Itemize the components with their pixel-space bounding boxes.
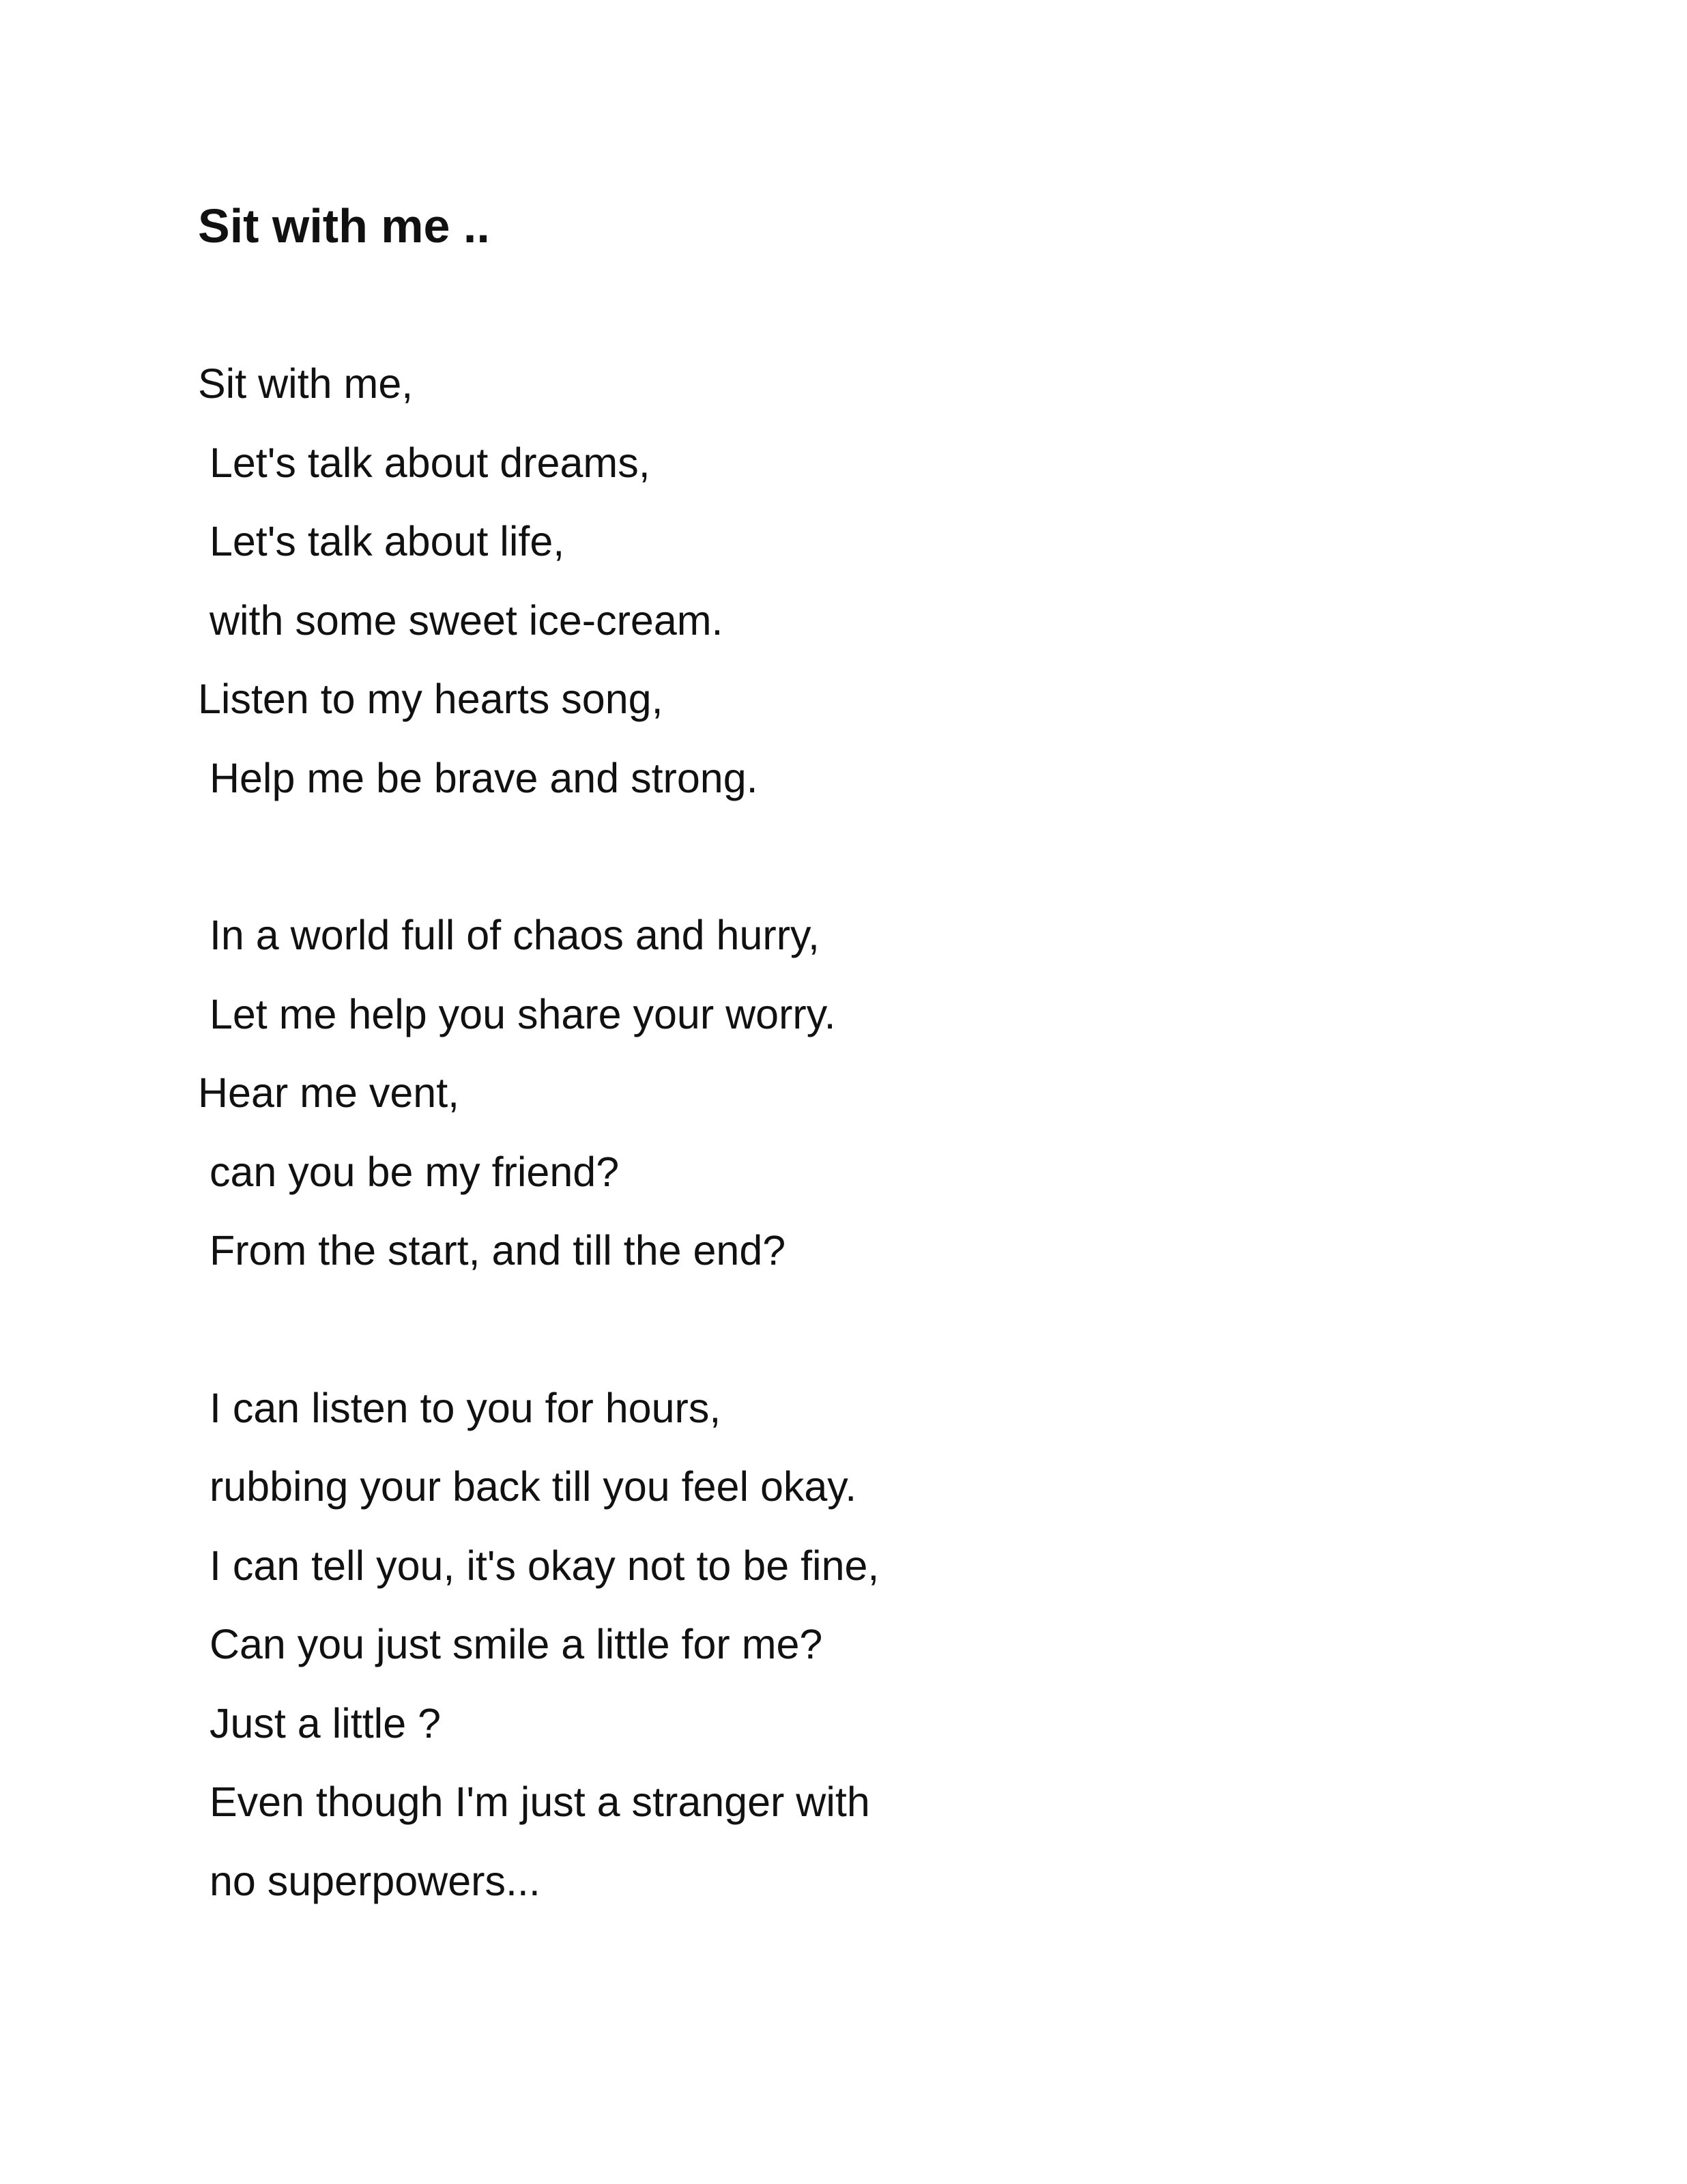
poem-line: no superpowers... [198,1857,540,1904]
poem-line: From the start, and till the end? [198,1227,786,1274]
poem-line: with some sweet ice-cream. [198,597,723,644]
poem-line: I can listen to you for hours, [198,1384,721,1431]
poem-line: Listen to my hearts song, [198,676,663,722]
poem-line: Let's talk about life, [198,518,565,564]
poem-line: In a world full of chaos and hurry, [198,912,820,958]
stanza-2 [198,896,1495,1291]
poem-line: Let me help you share your worry. [198,990,836,1037]
stanza-3 [198,1369,1495,1921]
poem-title: Sit with me .. [198,199,490,253]
poem-line: Even though I'm just a stranger with [198,1779,870,1825]
poem-line: Sit with me, [198,360,414,407]
poem-line: I can tell you, it's okay not to be fine, [198,1542,880,1589]
poem-line: rubbing your back till you feel okay. [198,1463,857,1510]
poem-line: Help me be brave and strong. [198,754,758,801]
poem-line: Let's talk about dreams, [198,439,650,486]
poem-line: Just a little ? [198,1699,441,1747]
poem-line: Hear me vent, [198,1069,460,1116]
stanza-1 [198,345,1495,818]
poem-line: Can you just smile a little for me? [198,1621,823,1667]
poem-body [198,345,1495,1921]
poem-line: can you be my friend? [198,1148,620,1195]
